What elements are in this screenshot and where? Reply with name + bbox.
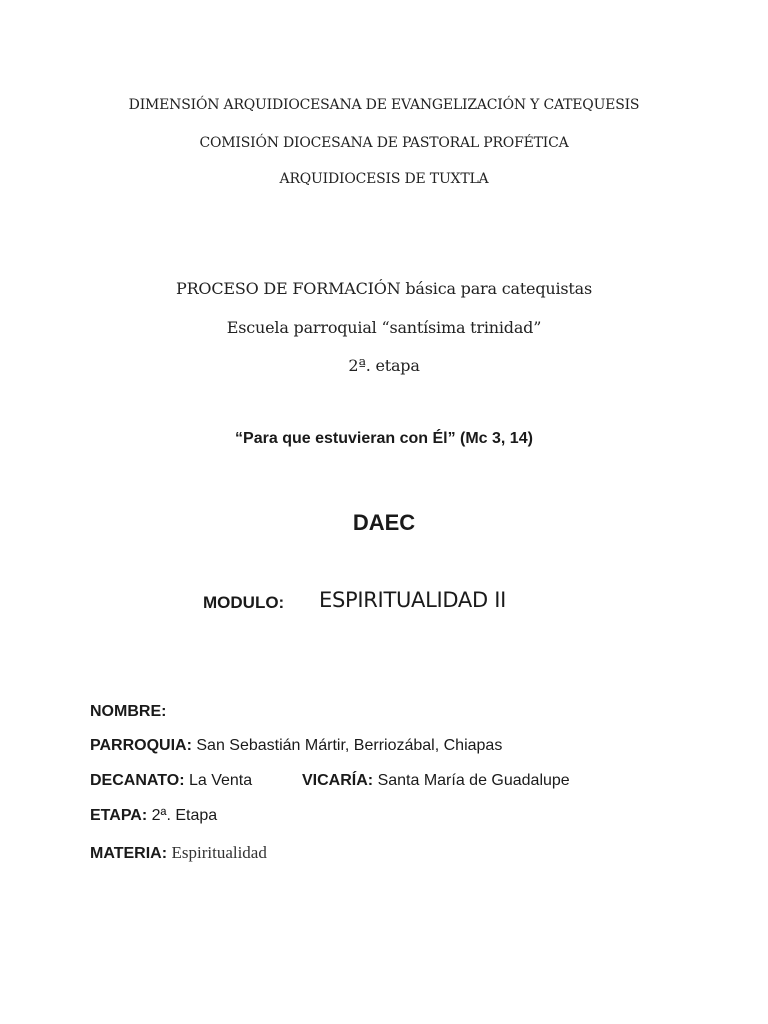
program-title: PROCESO DE FORMACIÓN básica para catequistas	[176, 279, 592, 298]
parroquia-label: PARROQUIA:	[90, 737, 192, 754]
materia-value: Espiritualidad	[171, 843, 267, 862]
parroquia-value: San Sebastián Mártir, Berriozábal, Chiapas	[196, 737, 503, 754]
etapa-label: ETAPA:	[90, 807, 148, 824]
etapa-value: 2ª. Etapa	[151, 807, 218, 824]
module-label: MODULO:	[203, 593, 285, 612]
module-value: ESPIRITUALIDAD II	[319, 588, 506, 612]
field-materia	[90, 843, 267, 863]
field-etapa	[90, 807, 217, 825]
header-line-arquidiocesis: ARQUIDIOCESIS DE TUXTLA	[279, 171, 489, 187]
materia-label: MATERIA:	[90, 845, 168, 862]
stage-label: 2ª. etapa	[348, 356, 420, 375]
decanato-value: La Venta	[188, 772, 253, 789]
header-line-dimension: DIMENSIÓN ARQUIDIOCESANA DE EVANGELIZACIÓN Y CATEQUESIS	[128, 97, 640, 113]
nombre-label: NOMBRE:	[90, 703, 167, 720]
acronym-title: DAEC	[352, 510, 416, 535]
scripture-quote: “Para que estuvieran con Él” (Mc 3, 14)	[235, 430, 533, 447]
field-nombre	[90, 703, 166, 721]
field-parroquia	[90, 737, 502, 755]
header-line-comision: COMISIÓN DIOCESANA DE PASTORAL PROFÉTICA	[199, 135, 569, 151]
decanato-label: DECANATO:	[90, 772, 185, 789]
school-name: Escuela parroquial “santísima trinidad”	[226, 318, 542, 337]
field-vicaria	[302, 772, 570, 790]
vicaria-label: VICARÍA:	[302, 772, 374, 789]
module-row	[0, 588, 768, 618]
field-decanato	[90, 772, 252, 790]
vicaria-value: Santa María de Guadalupe	[377, 772, 570, 789]
